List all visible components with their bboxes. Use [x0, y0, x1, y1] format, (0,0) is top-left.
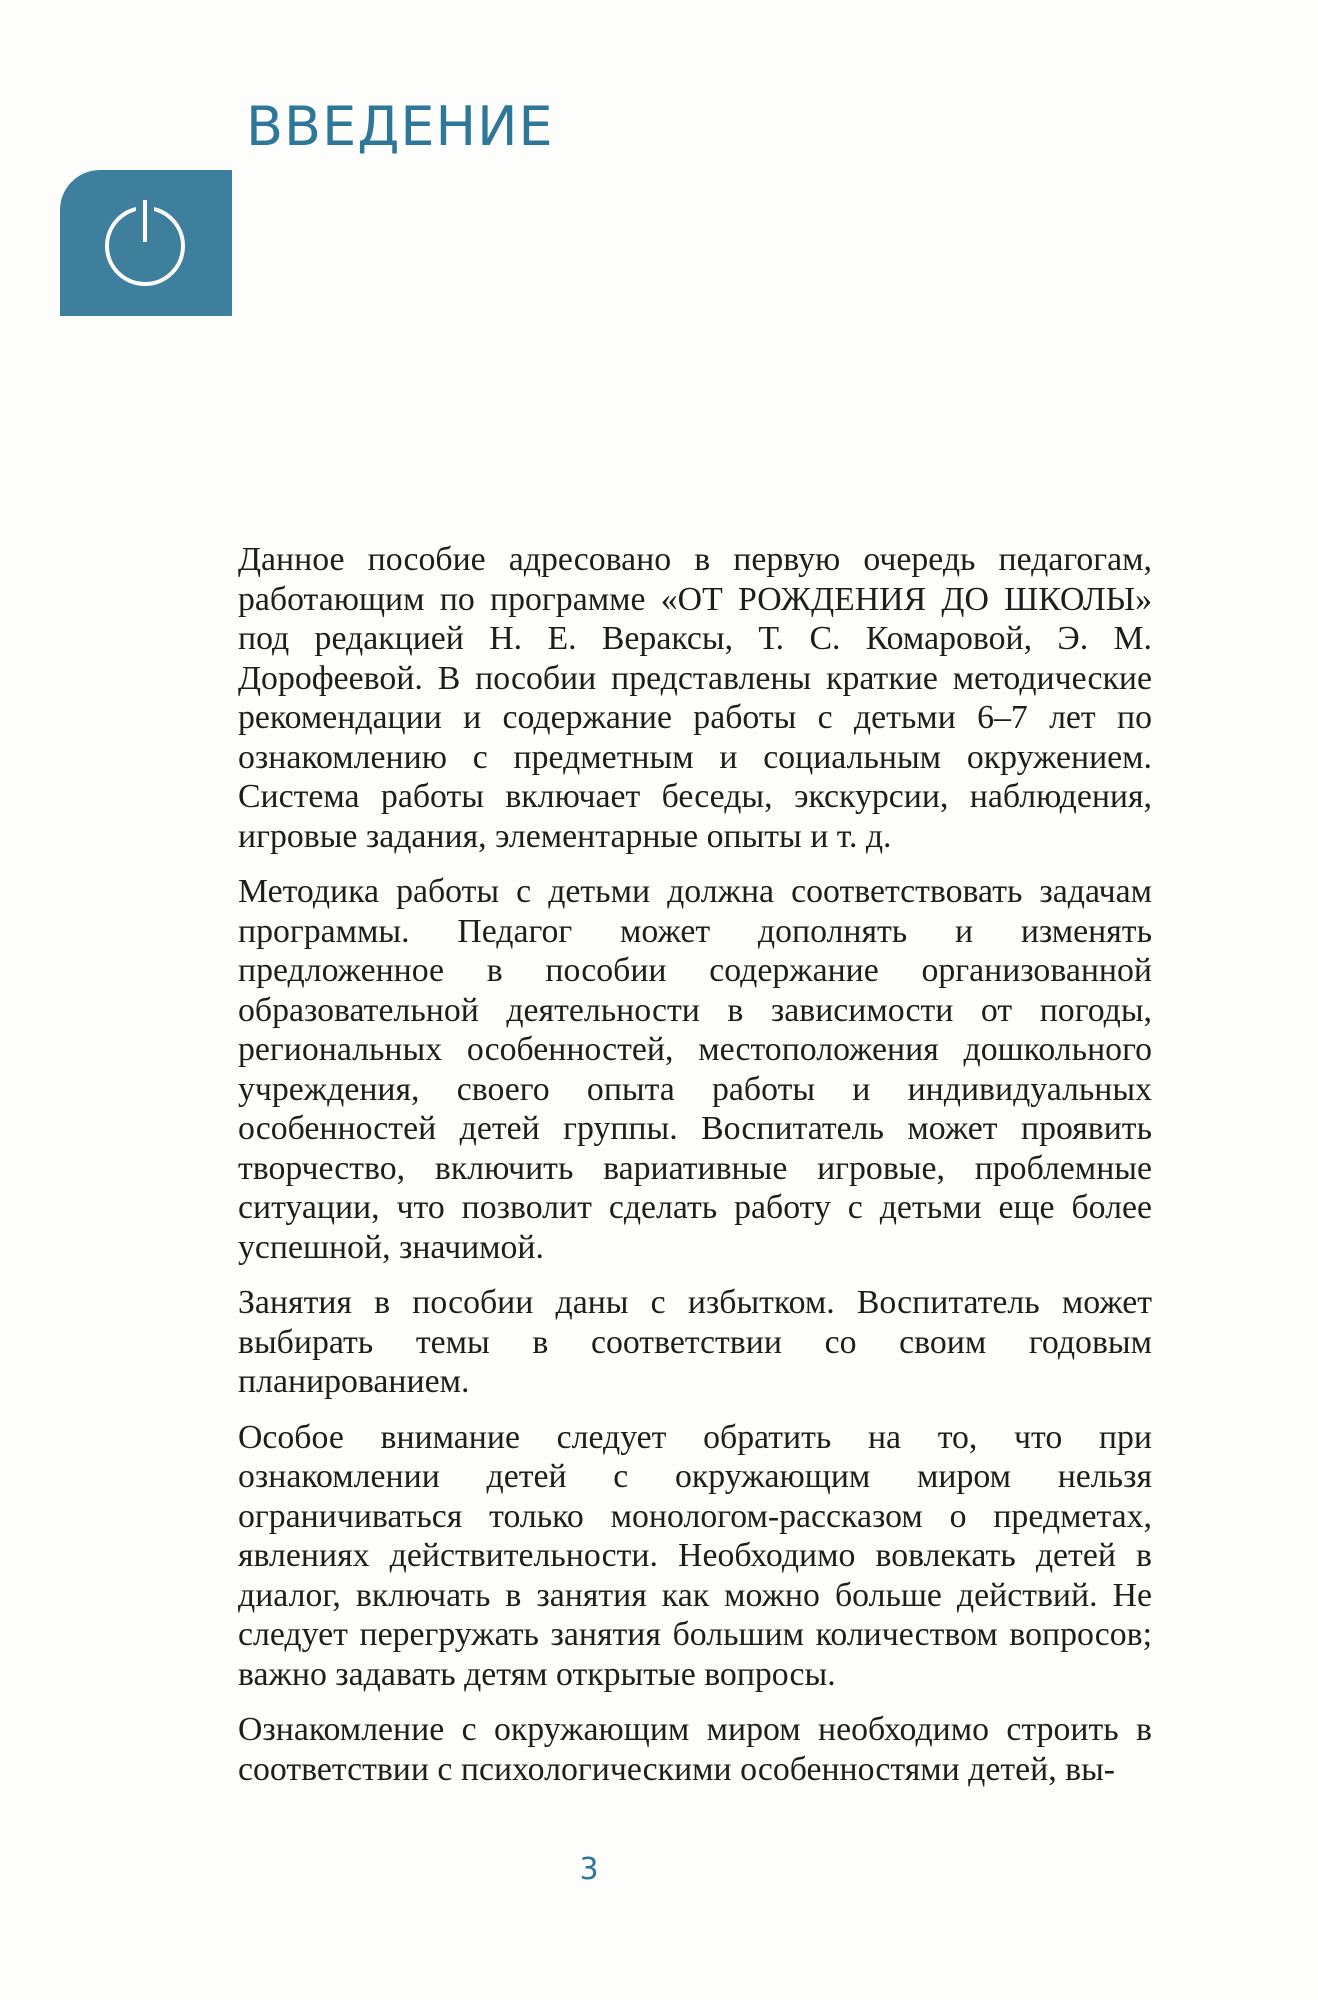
section-icon-block — [60, 170, 232, 316]
paragraph: Методика работы с детьми должна соответствовать задачам программы. Педагог может дополнять и изменять предложенное в пособии содержание организованной образовательной деятельности в зависимости от погоды, региональных особенностей, местоположения дошкольного учреждения, своего опыта работы и индивидуальных особенностей детей группы. Воспитатель может проявить творчество, включить вариативные игровые, проблемные ситуации, что позволит сделать работу с детьми еще более успешной, значимой. — [238, 873, 1152, 1266]
paragraph: Занятия в пособии даны с избытком. Воспитатель может выбирать темы в соответствии со своим годовым планированием. — [238, 1284, 1152, 1400]
paragraph: Особое внимание следует обратить на то, что при ознакомлении детей с окружающим миром нельзя ограничиваться только монологом-рассказом о предметах, явлениях действительности. Необходимо вовлекать детей в диалог, включать в занятия как можно больше действий. Не следует перегружать занятия большим количеством вопросов; важно задавать детям открытые вопросы. — [238, 1418, 1152, 1693]
page-number: 3 — [579, 1852, 599, 1887]
power-icon — [92, 190, 198, 296]
section-heading: ВВЕДЕНИЕ — [246, 95, 554, 158]
body-text — [238, 540, 1152, 1805]
paragraph: Данное пособие адресовано в первую очередь педагогам, работающим по программе «ОТ РОЖДЕНИЯ ДО ШКОЛЫ» под редакцией Н. Е. Вераксы, Т. С. Комаровой, Э. М. Дорофеевой. В пособии представлены краткие методические рекомендации и содержание работы с детьми 6–7 лет по ознакомлению с предметным и социальным окружением. Система работы включает беседы, экскурсии, наблюдения, игровые задания, элементарные опыты и т. д. — [238, 541, 1152, 855]
paragraph: Ознакомление с окружающим миром необходимо строить в соответствии с психологическими особенностями детей, вы- — [238, 1711, 1152, 1788]
